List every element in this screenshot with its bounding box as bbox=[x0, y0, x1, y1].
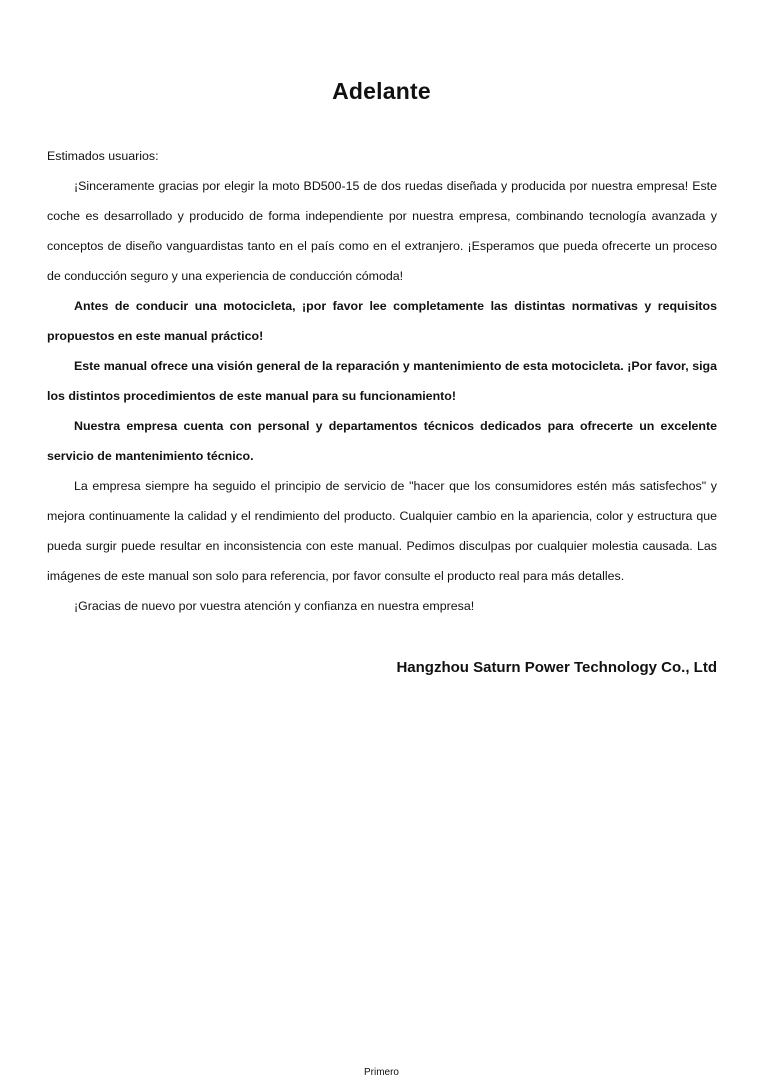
paragraph-read-manual: Antes de conducir una motocicleta, ¡por favor lee completamente las distintas normativas y requisitos propuestos en este manual práctico! bbox=[47, 299, 717, 343]
paragraph-thanks: ¡Sinceramente gracias por elegir la moto BD500-15 de dos ruedas diseñada y producida por nuestra empresa! Este coche es desarrollado y producido de forma independiente por nuestra empresa, combinando tecnología avanzada y conceptos de diseño vanguardistas tanto en el país como en el extranjero. ¡Esperamos que pueda ofrecerte un proceso de conducción seguro y una experiencia de conducción cómoda! bbox=[47, 179, 717, 283]
page-title: Adelante bbox=[332, 78, 431, 104]
greeting: Estimados usuarios: bbox=[47, 149, 159, 163]
paragraph-service-principle: La empresa siempre ha seguido el principio de servicio de "hacer que los consumidores estén más satisfechos" y mejora continuamente la calidad y el rendimiento del producto. Cualquier cambio en la apariencia, color y estructura que pueda surgir puede resultar en inconsistencia con este manual. Pedimos disculpas por cualquier molestia causada. Las imágenes de este manual son solo para referencia, por favor consulte el producto real para más detalles. bbox=[47, 479, 717, 583]
letter-body bbox=[47, 141, 717, 621]
company-signature: Hangzhou Saturn Power Technology Co., Ltd bbox=[396, 659, 717, 676]
paragraph-manual-overview: Este manual ofrece una visión general de la reparación y mantenimiento de esta motocicleta. ¡Por favor, siga los distintos procedimientos de este manual para su funcionamiento! bbox=[47, 359, 717, 403]
paragraph-technical-service: Nuestra empresa cuenta con personal y departamentos técnicos dedicados para ofrecerte un excelente servicio de mantenimiento técnico. bbox=[47, 419, 717, 463]
page-number: Primero bbox=[363, 1067, 399, 1078]
paragraph-closing-thanks: ¡Gracias de nuevo por vuestra atención y confianza en nuestra empresa! bbox=[74, 599, 475, 613]
